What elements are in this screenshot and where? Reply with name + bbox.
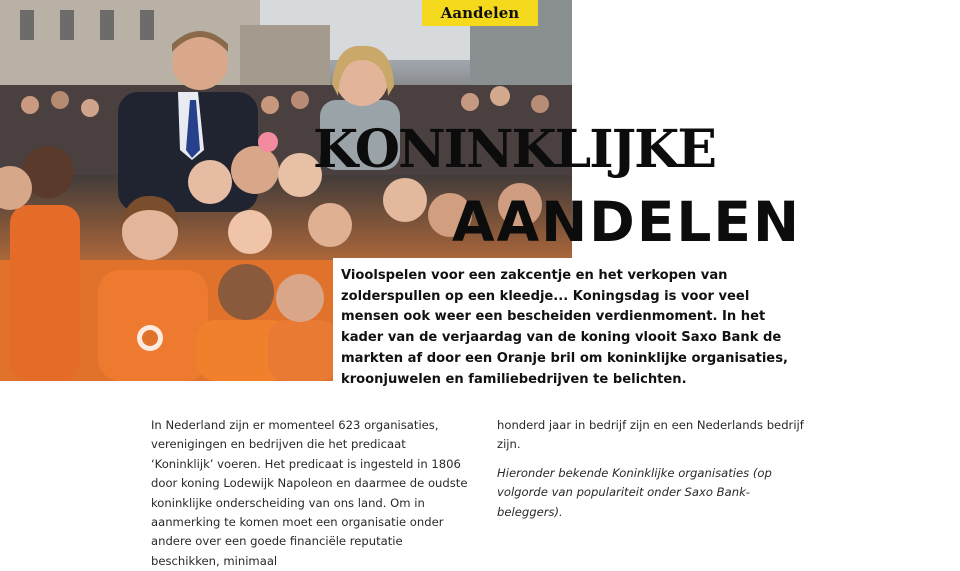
body-paragraph-continued: honderd jaar in bedrijf zijn en een Nederlands bedrijf zijn. bbox=[497, 418, 804, 452]
section-tag[interactable]: Aandelen bbox=[422, 0, 538, 26]
headline-line-1: KONINKLIJKE bbox=[313, 119, 715, 180]
lead-paragraph: Vioolspelen voor een zakcentje en het verkopen van zolderspullen op een kleedje... Koningsdag is voor veel mensen ook weer een bescheiden verdienmoment. In het kader van de verjaardag van de koning vlooit Saxo Bank de markten af door een Oranje bril om koninklijke organisaties, kroonjuwelen en familiebedrijven te belichten. bbox=[341, 268, 788, 387]
body-column-left bbox=[151, 416, 469, 571]
body-paragraph: In Nederland zijn er momenteel 623 organisaties, verenigingen en bedrijven die het predicaat ‘Koninklijk’ voeren. Het predicaat is ingesteld in 1806 door koning Lodewijk Napoleon en daarmee de oudste koninklijke onderscheiding van ons land. Om in aanmerking te komen moet een organisatie onder andere over een goede financiële reputatie beschikken, minimaal bbox=[151, 418, 468, 568]
body-column-right bbox=[497, 416, 815, 522]
list-intro-note: Hieronder bekende Koninklijke organisaties (op volgorde van populariteit onder Saxo Bank-beleggers). bbox=[497, 465, 772, 519]
headline-line-2: AANDELEN bbox=[452, 190, 802, 254]
